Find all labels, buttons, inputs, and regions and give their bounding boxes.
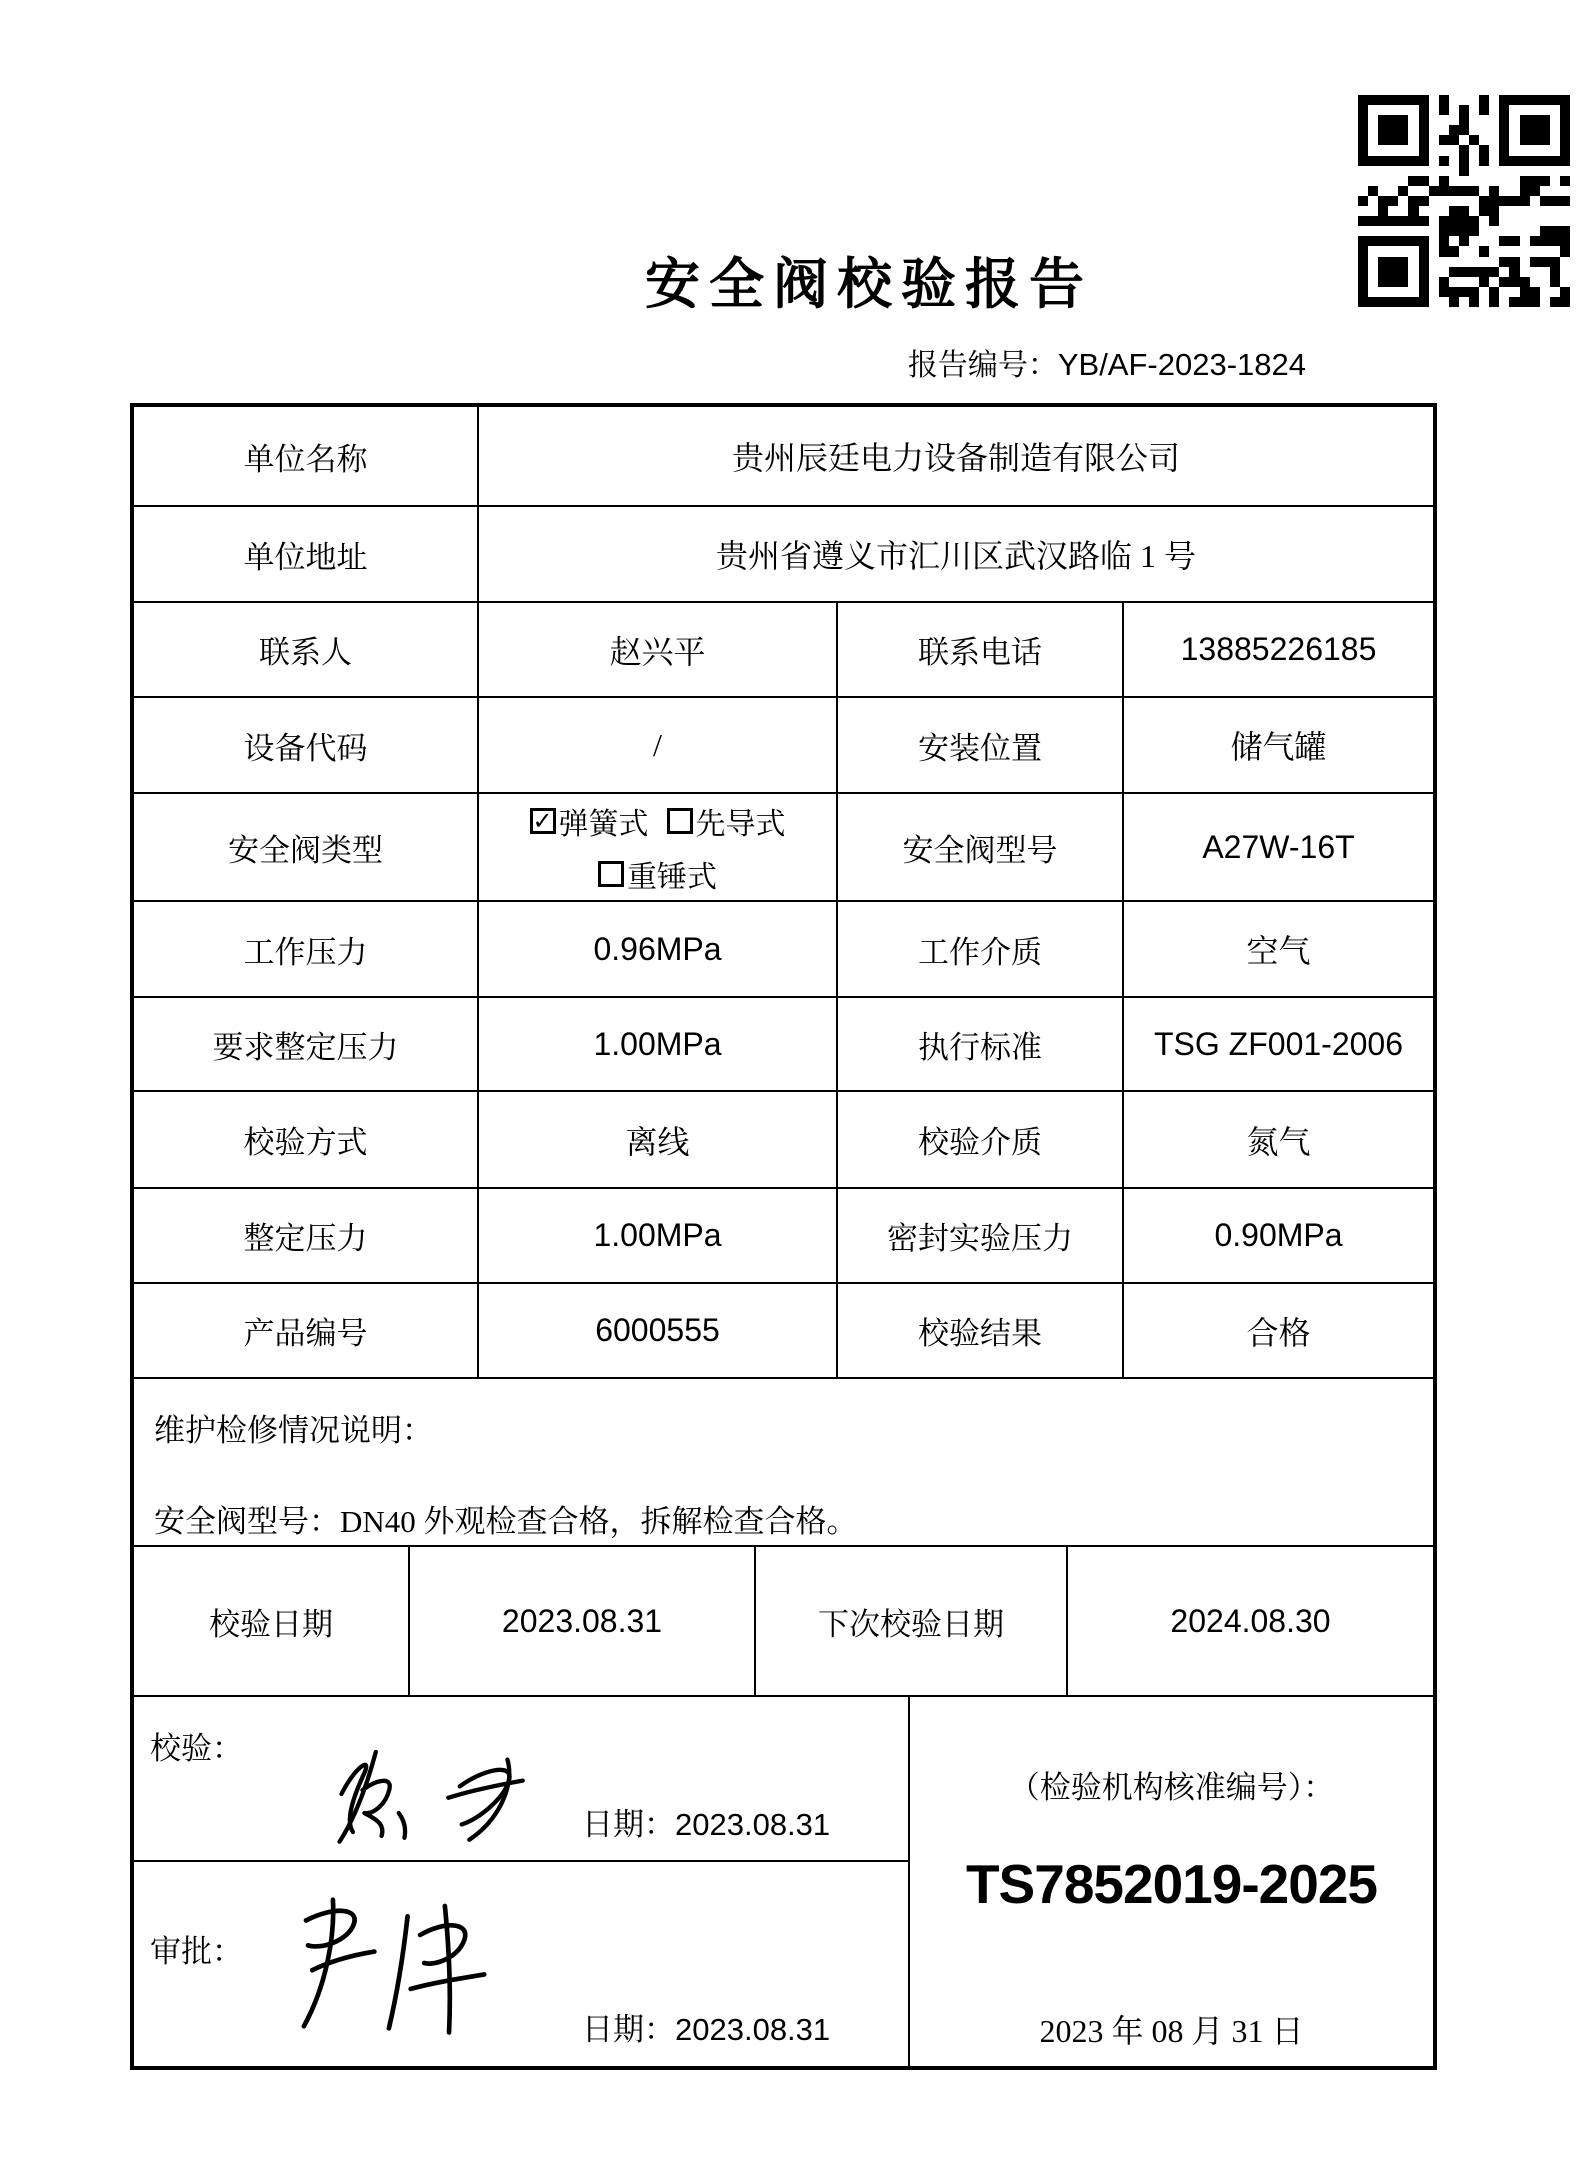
remarks-title: 维护检修情况说明： xyxy=(154,1413,433,1448)
install-location-label: 安装位置 xyxy=(838,698,1124,794)
contact-label: 联系人 xyxy=(134,603,479,698)
calibration-medium-value: 氮气 xyxy=(1124,1092,1433,1189)
device-code-value: / xyxy=(479,698,838,794)
standard-value: TSG ZF001-2006 xyxy=(1124,998,1433,1092)
next-date-value: 2024.08.30 xyxy=(1068,1547,1433,1697)
working-pressure-label: 工作压力 xyxy=(134,902,479,998)
standard-label: 执行标准 xyxy=(838,998,1124,1092)
table-row xyxy=(134,998,1433,1092)
approver-handwritten-signature xyxy=(252,1884,532,2042)
checker-handwritten-signature xyxy=(294,1731,574,1855)
calibration-medium-label: 校验介质 xyxy=(838,1092,1124,1189)
valve-model-value: A27W-16T xyxy=(1124,794,1433,902)
result-label: 校验结果 xyxy=(838,1284,1124,1379)
org-code-label: （检验机构核准编号）： xyxy=(1008,1769,1335,1805)
result-value: 合格 xyxy=(1124,1284,1433,1379)
checker-label: 校验： xyxy=(150,1731,243,1766)
issue-date: 2023 年 08 月 31 日 xyxy=(1039,2012,1304,2049)
valve-type-value xyxy=(479,794,838,902)
option-label: 先导式 xyxy=(695,807,786,841)
remarks-content: 安全阀型号：DN40 外观检查合格，拆解检查合格。 xyxy=(154,1504,858,1539)
checkbox-checked-icon: ✓ xyxy=(530,808,556,834)
report-number-value: YB/AF-2023-1824 xyxy=(1057,347,1306,382)
date-value: 2023.08.31 xyxy=(675,2012,831,2047)
sign-off-area xyxy=(134,1697,1433,2066)
table-row xyxy=(134,1547,1433,1697)
report-number xyxy=(908,340,1306,384)
valve-type-option-pilot xyxy=(667,799,786,843)
qr-code xyxy=(1358,95,1570,307)
calibration-method-label: 校验方式 xyxy=(134,1092,479,1189)
valve-type-option-weight xyxy=(598,852,717,896)
org-code-value: TS7852019-2025 xyxy=(965,1852,1378,1915)
calibration-date-value: 2023.08.31 xyxy=(410,1547,756,1697)
date-label: 日期： xyxy=(582,1807,675,1842)
contact-value: 赵兴平 xyxy=(479,603,838,698)
working-medium-value: 空气 xyxy=(1124,902,1433,998)
report-number-label: 报告编号： xyxy=(907,349,1058,382)
required-set-pressure-label: 要求整定压力 xyxy=(134,998,479,1092)
valve-type-option-spring xyxy=(530,799,649,843)
remarks-cell xyxy=(134,1379,1433,1547)
checkbox-unchecked-icon xyxy=(598,861,624,887)
checkbox-unchecked-icon xyxy=(667,808,693,834)
phone-value: 13885226185 xyxy=(1124,603,1433,698)
table-row xyxy=(134,603,1433,698)
signature-column xyxy=(134,1697,910,2066)
org-code-cell xyxy=(910,1697,1433,2066)
report-table xyxy=(130,403,1437,2070)
table-row xyxy=(134,507,1433,603)
date-label: 日期： xyxy=(582,2012,675,2047)
table-row xyxy=(134,698,1433,794)
table-row xyxy=(134,1284,1433,1379)
set-pressure-label: 整定压力 xyxy=(134,1189,479,1284)
set-pressure-value: 1.00MPa xyxy=(479,1189,838,1284)
product-no-label: 产品编号 xyxy=(134,1284,479,1379)
required-set-pressure-value: 1.00MPa xyxy=(479,998,838,1092)
option-label: 重锤式 xyxy=(627,860,717,894)
unit-name-value: 贵州辰廷电力设备制造有限公司 xyxy=(479,407,1433,507)
next-date-label: 下次校验日期 xyxy=(756,1547,1068,1697)
approver-cell xyxy=(134,1862,908,2066)
unit-address-label: 单位地址 xyxy=(134,507,479,603)
working-pressure-value: 0.96MPa xyxy=(479,902,838,998)
table-row xyxy=(134,1379,1433,1547)
option-label: 弹簧式 xyxy=(558,807,649,841)
table-row xyxy=(134,1189,1433,1284)
phone-label: 联系电话 xyxy=(838,603,1124,698)
product-no-value: 6000555 xyxy=(479,1284,838,1379)
seal-test-pressure-label: 密封实验压力 xyxy=(838,1189,1124,1284)
calibration-method-value: 离线 xyxy=(479,1092,838,1189)
approver-label: 审批： xyxy=(150,1934,243,1969)
unit-name-label: 单位名称 xyxy=(134,407,479,507)
device-code-label: 设备代码 xyxy=(134,698,479,794)
table-row xyxy=(134,407,1433,507)
table-row xyxy=(134,794,1433,902)
date-value: 2023.08.31 xyxy=(675,1807,831,1842)
working-medium-label: 工作介质 xyxy=(838,902,1124,998)
approver-date xyxy=(582,2004,830,2049)
page-title: 安全阀校验报告 xyxy=(645,254,1094,315)
table-row xyxy=(134,902,1433,998)
unit-address-value: 贵州省遵义市汇川区武汉路临 1 号 xyxy=(479,507,1433,603)
valve-model-label: 安全阀型号 xyxy=(838,794,1124,902)
checker-cell xyxy=(134,1697,908,1862)
seal-test-pressure-value: 0.90MPa xyxy=(1124,1189,1433,1284)
install-location-value: 储气罐 xyxy=(1124,698,1433,794)
valve-type-label: 安全阀类型 xyxy=(134,794,479,902)
calibration-date-label: 校验日期 xyxy=(134,1547,410,1697)
checker-date xyxy=(582,1799,830,1844)
table-row xyxy=(134,1092,1433,1189)
